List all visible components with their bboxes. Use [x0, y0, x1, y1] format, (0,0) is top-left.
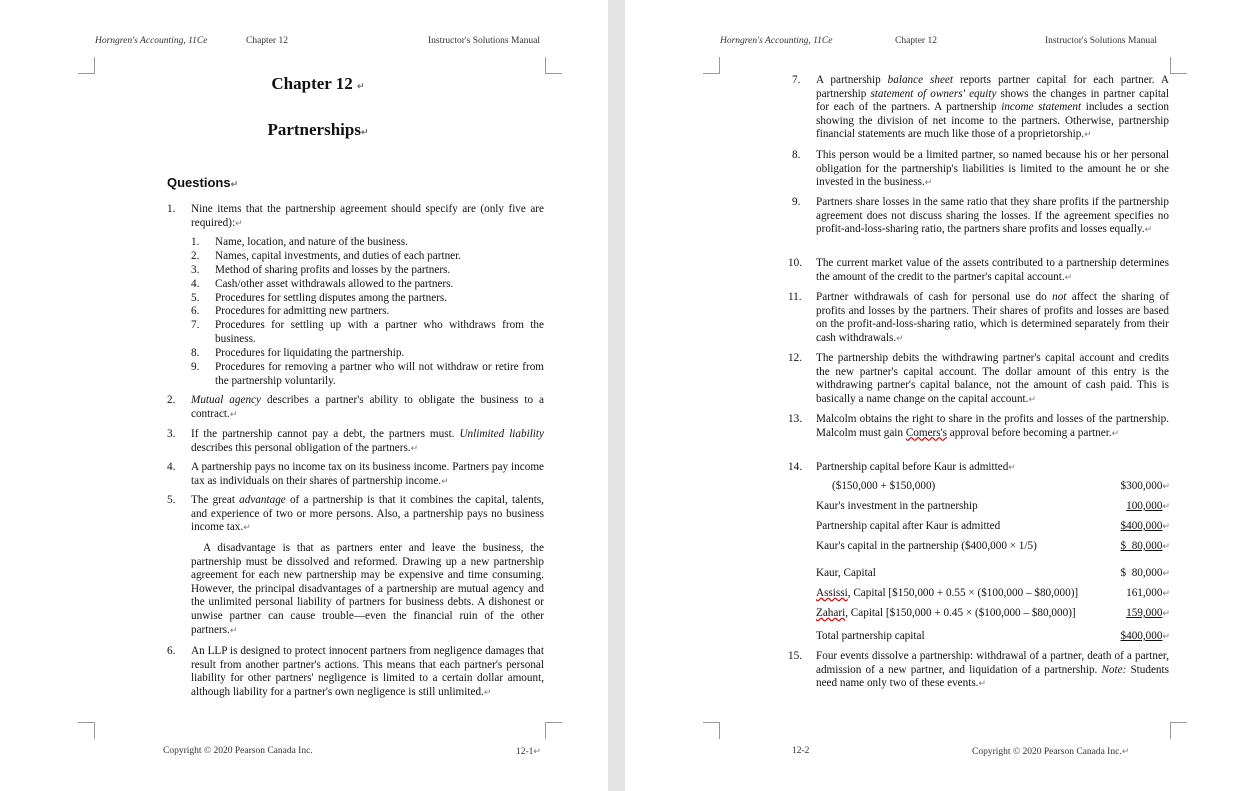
amount-value: $ 80,000 — [1120, 567, 1163, 579]
question-number: 1. — [167, 203, 176, 215]
question-12: The partnership debits the withdrawing partner's capital account and credits the new partner's capital account. The dollar amount of this entry is the withdrawing partner's capital balance, not the amount of cash paid. This is basically a name change on the capital account.↵ — [816, 352, 1169, 405]
amount-value: 159,000 — [1126, 607, 1163, 619]
header-manual: Instructor's Solutions Manual — [1045, 36, 1158, 46]
list-item: Method of sharing profits and losses by the partners. — [215, 264, 451, 276]
table-row-description — [816, 500, 978, 512]
table-row-label: , Capital [$150,000 + 0.45 × ($100,000 – $80,000)] — [845, 607, 1076, 619]
header-chapter: Chapter 12 — [895, 36, 937, 46]
list-item-number: 2. — [191, 250, 200, 262]
header-manual: Instructor's Solutions Manual — [428, 36, 541, 46]
list-item: Procedures for admitting new partners. — [215, 305, 390, 317]
list-item-number: 9. — [191, 361, 200, 373]
list-item-number: 4. — [191, 278, 200, 290]
table-row-description: Partnership capital before Kaur is admitted↵ — [816, 461, 1016, 473]
amount-value: $300,000 — [1120, 480, 1163, 492]
question-number: 7. — [792, 74, 801, 86]
table-row-description — [816, 520, 1000, 532]
footer-page-number: 12-2 — [792, 746, 810, 756]
chapter-title: Chapter 12 ↵ — [271, 74, 365, 93]
question-10: The current market value of the assets contributed to a partnership determines the amount of the credit to the partner's capital account.↵ — [816, 257, 1169, 283]
footer-page-number: 12-1↵ — [516, 746, 541, 757]
table-row-amount: $400,000↵ — [1120, 630, 1170, 642]
table-row-description — [816, 607, 1076, 619]
table-row-description — [832, 480, 935, 492]
question-number: 10. — [788, 257, 802, 269]
crop-mark-top-left — [78, 57, 95, 74]
crop-mark-bottom-right — [1170, 722, 1187, 739]
table-row-amount: 159,000↵ — [1126, 607, 1170, 619]
questions-heading: Questions↵ — [167, 175, 239, 190]
crop-mark-bottom-right — [545, 722, 562, 739]
list-item: Procedures for settling up with a partner who withdraws from the business. — [215, 319, 544, 345]
question-number: 6. — [167, 645, 176, 657]
page-right — [625, 0, 1234, 791]
question-number: 12. — [788, 352, 802, 364]
question-2: Mutual agency describes a partner's ability to obligate the business to a contract.↵ — [191, 394, 545, 420]
question-15: Four events dissolve a partnership: withdrawal of a partner, death of a partner, admission of a new partner, and liquidation of a partnership. Note: Students need name only two of these events.↵ — [816, 650, 1169, 690]
table-row-amount: 161,000↵ — [1126, 587, 1170, 599]
crop-mark-top-right — [545, 57, 562, 74]
partner-name: Zahari — [816, 607, 846, 619]
question-4: A partnership pays no income tax on its business income. Partners pay income tax as individuals on their shares of partnership income.↵ — [191, 461, 544, 487]
list-item: Names, capital investments, and duties of each partner. — [215, 250, 462, 262]
table-row-description — [816, 567, 876, 579]
amount-value: $400,000 — [1120, 630, 1163, 642]
amount-value: 100,000 — [1126, 500, 1163, 512]
table-row-description — [816, 630, 925, 642]
question-3: If the partnership cannot pay a debt, the partners must. Unlimited liability describes this personal obligation of the partners.↵ — [191, 428, 544, 454]
table-row-amount: $ 80,000↵ — [1120, 567, 1170, 579]
question-13: Malcolm obtains the right to share in the profits and losses of the partnership. Malcolm must gain Comers's approval before becoming a partner.↵ — [816, 413, 1169, 439]
question-number: 5. — [167, 494, 176, 506]
list-item: Name, location, and nature of the business. — [215, 236, 408, 248]
table-row-label: ($150,000 + $150,000) — [832, 480, 936, 492]
crop-mark-top-right — [1170, 57, 1187, 74]
table-row-amount: $300,000↵ — [1120, 480, 1170, 492]
question-number: 11. — [788, 291, 802, 303]
list-item-number: 1. — [191, 236, 200, 248]
amount-value: $400,000 — [1120, 520, 1163, 532]
footer-copyright: Copyright © 2020 Pearson Canada Inc. — [163, 746, 313, 756]
question-5-paragraph-2: A disadvantage is that as partners enter and leave the business, the partnership must be dissolved and reformed. Drawing up a new partnership agreement for each new partnership may be expensive and time consuming. However, the principal disadvantages of a partnership are mutual agency and the unlimited personal liability of partners for business debts. A dishonest or unwise partner can cause trouble—even the financial ruin of the other partners.↵ — [191, 542, 544, 636]
list-item-number: 7. — [191, 319, 200, 331]
list-item-number: 5. — [191, 292, 200, 304]
list-item-number: 8. — [191, 347, 200, 359]
question-number: 4. — [167, 461, 176, 473]
question-6: An LLP is designed to protect innocent partners from negligence damages that result from another partner's actions. This means that each partner's personal liability for other partners' negligence is limited to a certain dollar amount, although liability for a partner's own negligence is still unlimited.↵ — [191, 645, 544, 698]
table-row-label: Kaur's investment in the partnership — [816, 500, 978, 512]
table-row-label: , Capital [$150,000 + 0.55 × ($100,000 – $80,000)] — [847, 587, 1079, 599]
table-row-amount: $400,000↵ — [1120, 520, 1170, 532]
question-number: 2. — [167, 394, 176, 406]
crop-mark-bottom-left — [78, 722, 95, 739]
question-7: A partnership balance sheet reports partner capital for each partner. A partnership statement of owners' equity shows the changes in partner capital for each of the partners. A partnership income statement includes a section showing the division of net income to the partners. Otherwise, partnership financial statements are much like those of a proprietorship.↵ — [816, 74, 1170, 141]
question-number: 3. — [167, 428, 176, 440]
table-row-amount: 100,000↵ — [1126, 500, 1170, 512]
question-11: Partner withdrawals of cash for personal use do not affect the sharing of profits and losses by the partners. Their shares of profits and losses are based on the profit-and-loss-sharing ratio, which is determined separately from their cash withdrawals.↵ — [816, 291, 1169, 344]
table-row-label: Kaur, Capital — [816, 567, 876, 579]
table-row-label: Partnership capital before Kaur is admitted — [816, 461, 1009, 473]
list-item-number: 6. — [191, 305, 200, 317]
header-book-title: Horngren's Accounting, 11Ce — [95, 36, 208, 46]
crop-mark-top-left — [703, 57, 720, 74]
header-chapter: Chapter 12 — [246, 36, 288, 46]
section-title: Partnerships↵ — [267, 120, 369, 139]
page-left — [0, 0, 608, 791]
table-row-label: Total partnership capital — [816, 630, 925, 642]
footer-copyright: Copyright © 2020 Pearson Canada Inc.↵ — [972, 746, 1130, 757]
table-row-description — [816, 540, 1037, 552]
partner-name: Assissi — [816, 587, 848, 599]
question-8: This person would be a limited partner, so named because his or her personal obligation for the partnership's liabilities is limited to the amount he or she invested in the business.↵ — [816, 149, 1169, 189]
list-item-number: 3. — [191, 264, 200, 276]
question-5: The great advantage of a partnership is that it combines the capital, talents, and experience of two or more persons. Also, a partnership pays no business income tax.↵ — [191, 494, 544, 534]
list-item: Procedures for removing a partner who will not withdraw or retire from the partnership voluntarily. — [215, 361, 544, 387]
list-item: Procedures for liquidating the partnership. — [215, 347, 405, 359]
question-number: 9. — [792, 196, 801, 208]
list-item: Procedures for settling disputes among the partners. — [215, 292, 448, 304]
question-9: Partners share losses in the same ratio that they share profits if the partnership agreement does not discuss sharing the losses. If the agreement specifies no profit-and-loss-sharing ratio, the partners share profits and losses equally.↵ — [816, 196, 1169, 236]
amount-value: 161,000 — [1126, 587, 1163, 599]
table-row-label: Partnership capital after Kaur is admitted — [816, 520, 1001, 532]
table-row-amount: $ 80,000↵ — [1120, 540, 1170, 552]
table-row-description — [816, 587, 1078, 599]
header-book-title: Horngren's Accounting, 11Ce — [720, 36, 833, 46]
question-number: 8. — [792, 149, 801, 161]
question-1-intro: Nine items that the partnership agreement should specify are (only five are required):↵ — [191, 203, 544, 229]
question-number: 13. — [788, 413, 802, 425]
question-number: 15. — [788, 650, 802, 662]
list-item: Cash/other asset withdrawals allowed to the partners. — [215, 278, 454, 290]
crop-mark-bottom-left — [703, 722, 720, 739]
table-row-label: Kaur's capital in the partnership ($400,000 × 1/5) — [816, 540, 1037, 552]
amount-value: $ 80,000 — [1120, 540, 1163, 552]
question-number: 14. — [788, 461, 802, 473]
